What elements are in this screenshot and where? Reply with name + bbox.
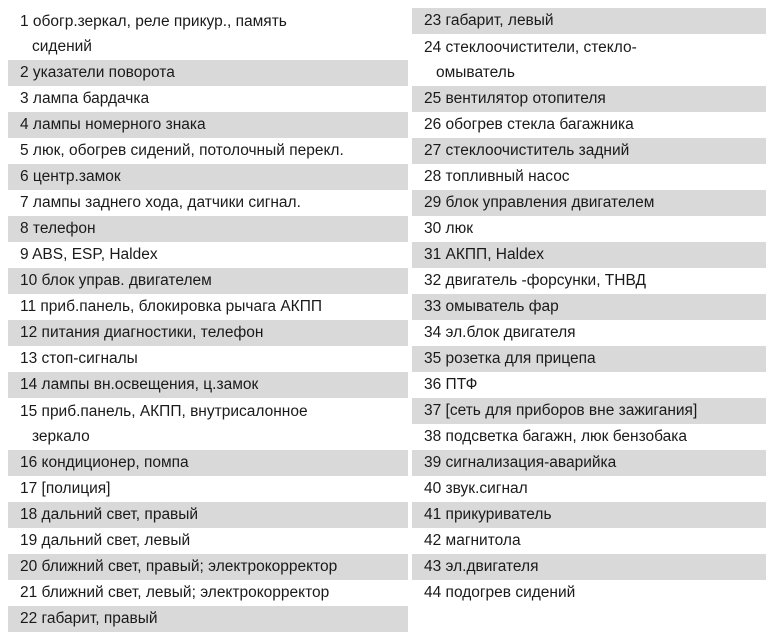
fuse-row bbox=[8, 606, 408, 632]
fuse-row-text: 29 блок управления двигателем bbox=[424, 194, 655, 211]
fuse-row bbox=[8, 86, 408, 112]
fuse-row bbox=[412, 112, 766, 138]
fuse-row bbox=[412, 86, 766, 112]
fuse-row-text: 26 обогрев стекла багажника bbox=[424, 116, 634, 133]
fuse-row bbox=[8, 242, 408, 268]
fuse-row bbox=[8, 294, 408, 320]
fuse-row-text: 39 сигнализация-аварийка bbox=[424, 454, 617, 471]
fuse-row-text: 36 ПТФ bbox=[424, 376, 478, 393]
fuse-row-text: 10 блок управ. двигателем bbox=[20, 272, 212, 289]
fuse-row bbox=[8, 398, 408, 450]
fuse-column-left bbox=[8, 8, 408, 632]
fuse-row-text: 12 питания диагностики, телефон bbox=[20, 324, 264, 341]
fuse-row bbox=[8, 346, 408, 372]
fuse-row-text-continued: зеркало bbox=[32, 428, 90, 445]
fuse-row bbox=[412, 528, 766, 554]
fuse-row-text: 7 лампы заднего хода, датчики сигнал. bbox=[20, 194, 301, 211]
fuse-row bbox=[412, 580, 766, 606]
fuse-row-text: 13 стоп-сигналы bbox=[20, 350, 138, 367]
fuse-row bbox=[412, 294, 766, 320]
fuse-row-text: 15 приб.панель, АКПП, внутрисалонное bbox=[20, 403, 308, 420]
fuse-row-text: 3 лампа бардачка bbox=[20, 90, 150, 107]
fuse-row bbox=[8, 8, 408, 60]
fuse-row-text: 5 люк, обогрев сидений, потолочный перекл. bbox=[20, 142, 344, 159]
fuse-row-text: 33 омыватель фар bbox=[424, 298, 559, 315]
fuse-row bbox=[412, 398, 766, 424]
fuse-row-text: 30 люк bbox=[424, 220, 473, 237]
fuse-row-text: 4 лампы номерного знака bbox=[20, 116, 206, 133]
fuse-row bbox=[412, 216, 766, 242]
fuse-row bbox=[8, 138, 408, 164]
fuse-row-text: 1 обогр.зеркал, реле прикур., память bbox=[20, 13, 287, 30]
fuse-row-text: 18 дальний свет, правый bbox=[20, 506, 199, 523]
fuse-row bbox=[8, 450, 408, 476]
fuse-row-text: 6 центр.замок bbox=[20, 168, 121, 185]
fuse-row bbox=[412, 8, 766, 34]
fuse-row-text-continued: омыватель bbox=[436, 64, 515, 81]
fuse-row bbox=[8, 112, 408, 138]
fuse-row-text: 20 ближний свет, правый; электрокорректор bbox=[20, 558, 338, 575]
fuse-row-text: 2 указатели поворота bbox=[20, 64, 175, 81]
fuse-row bbox=[8, 476, 408, 502]
fuse-row bbox=[412, 268, 766, 294]
fuse-row bbox=[8, 320, 408, 346]
fuse-row bbox=[412, 320, 766, 346]
fuse-row-text: 19 дальний свет, левый bbox=[20, 532, 191, 549]
fuse-row-text: 44 подогрев сидений bbox=[424, 584, 576, 601]
fuse-row-text: 37 [сеть для приборов вне зажигания] bbox=[424, 402, 698, 419]
fuse-row bbox=[8, 190, 408, 216]
fuse-row-text: 41 прикуриватель bbox=[424, 506, 552, 523]
fuse-row-text: 23 габарит, левый bbox=[424, 12, 554, 29]
fuse-row-text: 11 приб.панель, блокировка рычага АКПП bbox=[20, 298, 322, 315]
fuse-row bbox=[8, 164, 408, 190]
fuse-column-right bbox=[412, 8, 766, 606]
fuse-row bbox=[412, 372, 766, 398]
fuse-row bbox=[412, 424, 766, 450]
fuse-row bbox=[8, 60, 408, 86]
fuse-row-text: 14 лампы вн.освещения, ц.замок bbox=[20, 376, 259, 393]
fuse-row-text: 43 эл.двигателя bbox=[424, 558, 539, 575]
fuse-row bbox=[8, 554, 408, 580]
fuse-row-text: 31 АКПП, Haldex bbox=[424, 246, 545, 263]
fuse-row-text: 25 вентилятор отопителя bbox=[424, 90, 606, 107]
fuse-row-text: 32 двигатель -форсунки, ТНВД bbox=[424, 272, 646, 289]
fuse-row bbox=[412, 450, 766, 476]
fuse-row bbox=[412, 34, 766, 86]
fuse-row bbox=[412, 346, 766, 372]
fuse-row-text: 35 розетка для прицепа bbox=[424, 350, 596, 367]
fuse-row-text-continued: сидений bbox=[32, 38, 92, 55]
fuse-row bbox=[8, 528, 408, 554]
fuse-row-text: 42 магнитола bbox=[424, 532, 521, 549]
fuse-row-text: 17 [полиция] bbox=[20, 480, 111, 497]
fuse-row-text: 9 ABS, ESP, Haldex bbox=[20, 246, 158, 263]
fuse-row-text: 16 кондиционер, помпа bbox=[20, 454, 189, 471]
fuse-row bbox=[8, 216, 408, 242]
fuse-row bbox=[412, 164, 766, 190]
fuse-row-text: 21 ближний свет, левый; электрокорректор bbox=[20, 584, 330, 601]
fuse-row-text: 40 звук.сигнал bbox=[424, 480, 528, 497]
fuse-row-text: 38 подсветка багажн, люк бензобака bbox=[424, 428, 688, 445]
fuse-row bbox=[412, 190, 766, 216]
fuse-row-text: 34 эл.блок двигателя bbox=[424, 324, 576, 341]
fuse-row bbox=[412, 502, 766, 528]
fuse-row-text: 8 телефон bbox=[20, 220, 96, 237]
fuse-row bbox=[8, 580, 408, 606]
fuse-row bbox=[412, 476, 766, 502]
fuse-row bbox=[8, 372, 408, 398]
fuse-row bbox=[412, 554, 766, 580]
fuse-row-text: 28 топливный насос bbox=[424, 168, 570, 185]
fuse-row bbox=[8, 502, 408, 528]
fuse-row-text: 22 габарит, правый bbox=[20, 610, 158, 627]
fuse-row-text: 24 стеклоочистители, стекло- bbox=[424, 39, 637, 56]
fuse-row-text: 27 стеклоочиститель задний bbox=[424, 142, 630, 159]
fuse-row bbox=[8, 268, 408, 294]
fuse-row bbox=[412, 138, 766, 164]
fuse-row bbox=[412, 242, 766, 268]
